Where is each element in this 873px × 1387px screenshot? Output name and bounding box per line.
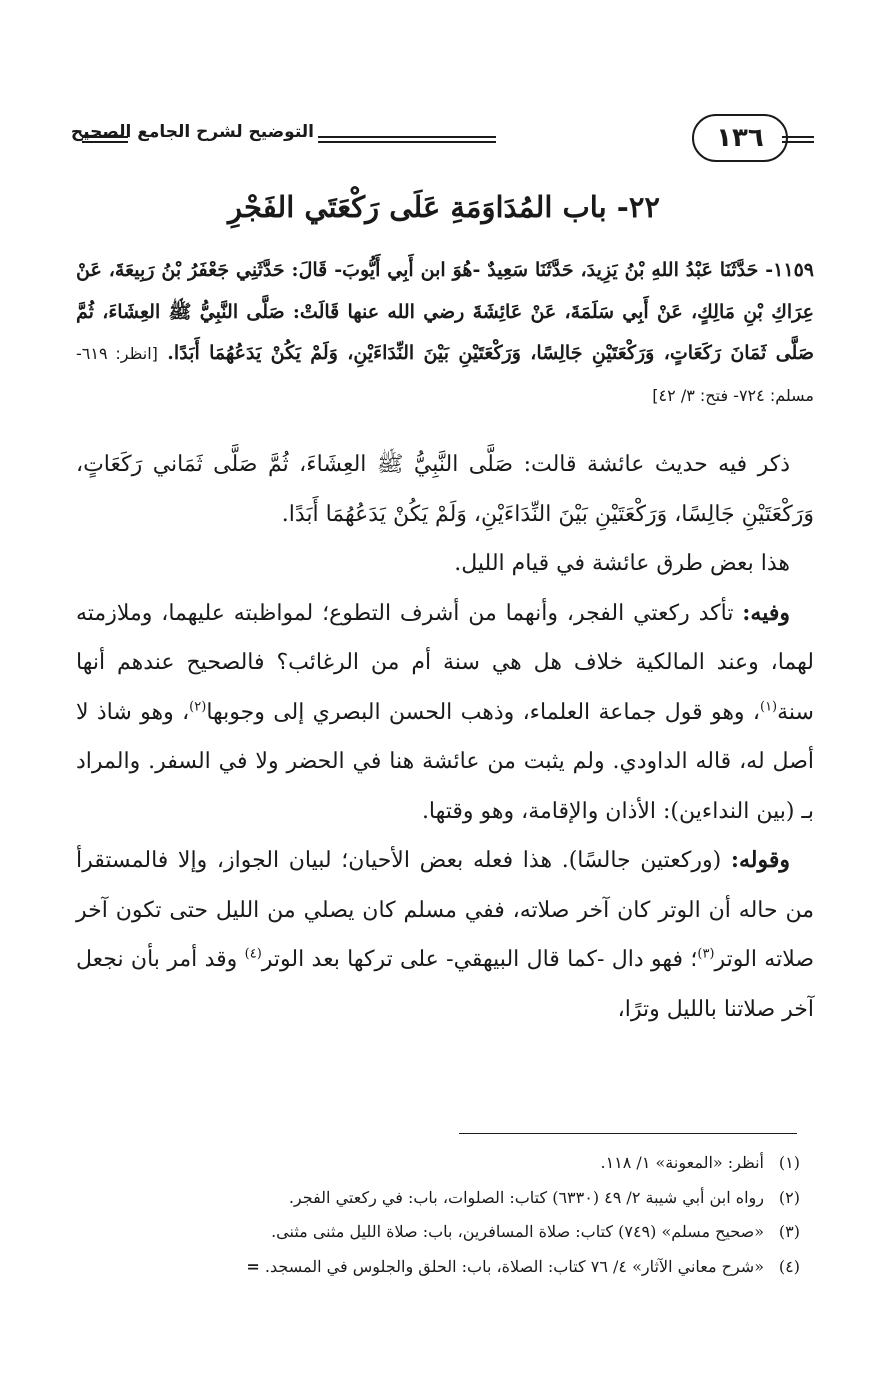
footnote-marker-2: (٢) (189, 699, 207, 715)
paragraph-text: ، وهو قول جماعة العلماء، وذهب الحسن البصري إلى وجوبها (206, 699, 760, 725)
footnote-text: «صحيح مسلم» (٧٤٩) كتاب: صلاة المسافرين، باب: صلاة الليل مثنى مثنى. (271, 1222, 764, 1241)
paragraph-text: ، وهو شاذ لا أصل له، قاله الداودي. ولم يثبت من عائشة هنا في الحضر ولا في السفر. والمراد بـ (بين النداءين): الأذان والإقامة، وهو وقتها. (76, 699, 814, 824)
paragraph-text: وقد أمر بأن نجعل آخر صلاتنا بالليل وترًا، (76, 947, 814, 1022)
footnote-number: (١) (778, 1153, 800, 1172)
running-title: التوضيح لشرح الجامع الصحيح (70, 122, 314, 142)
footnote-4 (60, 1250, 800, 1285)
footnote-marker-4: (٤) (244, 946, 262, 962)
footnote-3 (60, 1215, 800, 1250)
footnote-separator (459, 1133, 797, 1134)
footnote-text: «شرح معاني الآثار» ٤/ ٧٦ كتاب: الصلاة، باب: الحلق والجلوس في المسجد. (264, 1256, 764, 1276)
paragraph-lead: وفيه: (742, 599, 790, 626)
commentary-paragraph-2: هذا بعض طرق عائشة في قيام الليل. (454, 551, 790, 576)
hadith-references: [انظر: ٦١٩- مسلم: ٧٢٤- فتح: ٣/ ٤٢] (76, 344, 814, 405)
footnote-1 (60, 1146, 800, 1181)
paragraph-lead: وقوله: (730, 847, 790, 873)
hadith-text-block (76, 250, 814, 416)
footnote-2 (60, 1181, 800, 1216)
footnote-text: أنظر: «المعونة» ١/ ١١٨. (600, 1153, 764, 1172)
footnote-number: (٤) (778, 1256, 800, 1276)
footnotes (60, 1146, 800, 1284)
header-rule-middle (318, 136, 496, 143)
commentary-paragraph-4 (76, 836, 814, 1034)
paragraph-text: (وركعتين جالسًا). هذا فعله بعض الأحيان؛ لبيان الجواز، وإلا فالمستقرأ من حاله أن الوتر كان آخر صلاته، ففي مسلم كان يصلي من الليل حتى تكون آخر صلاته الوتر (76, 848, 814, 972)
footnote-text: رواه ابن أبي شيبة ٢/ ٤٩ (٦٣٣٠) كتاب: الصلوات، باب: في ركعتي الفجر. (288, 1187, 764, 1207)
page-header (70, 112, 814, 164)
page-number: ١٣٦ (692, 114, 788, 162)
footnote-marker-1: (١) (759, 699, 778, 715)
hadith-text: ١١٥٩- حَدَّثَنَا عَبْدُ اللهِ بْنُ يَزِيدَ، حَدَّثَنَا سَعِيدٌ -هُوَ ابن أَبِي أَيُّوبَ- قَالَ: حَدَّثَنِي جَعْفَرُ بْنُ رَبِيعَةَ، عَنْ عِرَاكِ بْنِ مَالِكٍ، عَنْ أَبِي سَلَمَةَ، عَنْ عَائِشَةَ رضي الله عنها قَالَتْ: صَلَّى النَّبِيُّ ﷺ العِشَاءَ، ثُمَّ صَلَّى ثَمَانَ رَكَعَاتٍ، وَرَكْعَتَيْنِ جَالِسًا، وَرَكْعَتَيْنِ بَيْنَ النِّدَاءَيْنِ، وَلَمْ يَكُنْ يَدَعُهُمَا أَبَدًا. (76, 259, 814, 364)
footnote-number: (٣) (778, 1222, 800, 1241)
chapter-heading: ٢٢- باب المُدَاوَمَةِ عَلَى رَكْعَتَي الفَجْرِ (228, 190, 660, 224)
paragraph-text: ؛ فهو دال -كما قال البيهقي- على تركها بعد الوتر (261, 947, 698, 972)
footnote-number: (٢) (778, 1187, 800, 1207)
commentary-paragraph-1: ذكر فيه حديث عائشة قالت: صَلَّى النَّبِيُّ ﷺ العِشَاءَ، ثُمَّ صَلَّى ثَمَاني رَكَعَاتٍ، وَرَكْعَتَيْنِ جَالِسًا، وَرَكْعَتَيْنِ بَيْنَ النِّدَاءَيْنِ، وَلَمْ يَكُنْ يَدَعُهُمَا أَبَدًا. (76, 452, 814, 527)
commentary (76, 440, 814, 1034)
commentary-paragraph-3 (76, 589, 814, 837)
footnote-marker-3: (٣) (697, 946, 715, 962)
footnote-continuation-mark: = (246, 1256, 260, 1276)
header-rule-left (82, 136, 128, 143)
paragraph-text: تأكد ركعتي الفجر، وأنهما من أشرف التطوع؛ لمواظبته عليهما، وملازمته لهما، وعند المالكية خلاف هل هي سنة أم من الرغائب؟ فالصحيح عندهم أنها سنة (76, 600, 814, 725)
